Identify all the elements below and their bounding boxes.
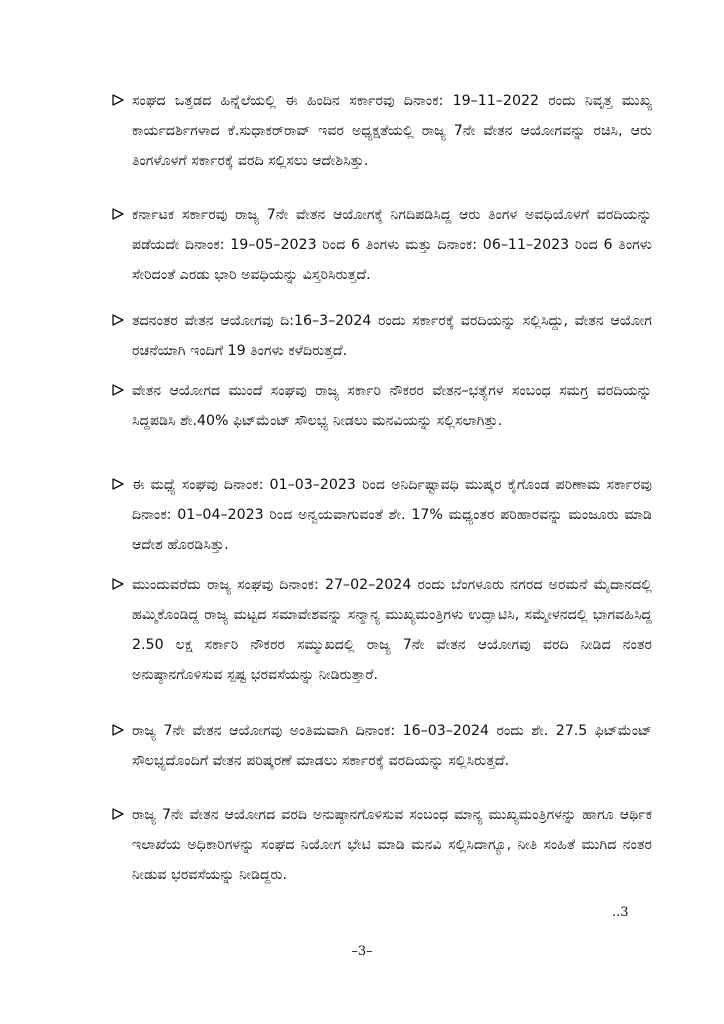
bullet-paragraph-2 [112, 200, 652, 290]
bullet-text: ತದನಂತರ ವೇತನ ಆಯೋಗವು ದಿ:16–3–2024 ರಂದು ಸರ್ಕಾರಕ್ಕೆ ವರದಿಯನ್ನು ಸಲ್ಲಿಸಿದ್ದು, ವೇತನ ಆಯೋಗ ರಚನೆಯಾಗಿ ಇಂದಿಗೆ 19 ತಿಂಗಳು ಕಳೆದಿರುತ್ತದೆ. [132, 313, 652, 359]
bullet-text: ವೇತನ ಆಯೋಗದ ಮುಂದೆ ಸಂಘವು ರಾಜ್ಯ ಸರ್ಕಾರಿ ನೌಕರರ ವೇತನ–ಭತ್ಯೆಗಳ ಸಂಬಂಧ ಸಮಗ್ರ ವರದಿಯನ್ನು ಸಿದ್ದಪಡಿಸಿ ಶೇ.40% ಫಿಟ್‌ಮೆಂಟ್ ಸೌಲಭ್ಯ ನೀಡಲು ಮನವಿಯನ್ನು ಸಲ್ಲಿಸಲಾಗಿತ್ತು. [132, 383, 652, 429]
bullet-paragraph-7 [112, 716, 652, 776]
arrowhead-icon [112, 376, 128, 406]
bullet-text: ಮುಂದುವರೆದು ರಾಜ್ಯ ಸಂಘವು ದಿನಾಂಕ: 27–02–2024 ರಂದು ಬೆಂಗಳೂರು ನಗರದ ಅರಮನೆ ಮೈದಾನದಲ್ಲಿ ಹಮ್ಮಿಕೊಂಡಿದ್ದ ರಾಜ್ಯ ಮಟ್ಟದ ಸಮಾವೇಶವನ್ನು ಸನ್ಮಾನ್ಯ ಮುಖ್ಯಮಂತ್ರಿಗಳು ಉದ್ಘಾಟಿಸಿ, ಸಮ್ಮೇಳನದಲ್ಲಿ ಭಾಗವಹಿಸಿದ್ದ 2.50 ಲಕ್ಷ ಸರ್ಕಾರಿ ನೌಕರರ ಸಮ್ಮುಖದಲ್ಲಿ ರಾಜ್ಯ 7ನೇ ವೇತನ ಆಯೋಗವು ವರದಿ ನೀಡಿದ ನಂತರ ಅನುಷ್ಠಾನಗೊಳಿಸುವ ಸ್ಪಷ್ಟ ಭರವಸೆಯನ್ನು ನೀಡಿರುತ್ತಾರೆ. [132, 577, 652, 683]
bullet-paragraph-6 [112, 570, 652, 690]
bullet-paragraph-3 [112, 306, 652, 366]
bullet-text: ರಾಜ್ಯ 7ನೇ ವೇತನ ಆಯೋಗವು ಅಂತಿಮವಾಗಿ ದಿನಾಂಕ: 16–03–2024 ರಂದು ಶೇ. 27.5 ಫಿಟ್‌ಮೆಂಟ್ ಸೌಲಭ್ಯದೊಂದಿಗೆ ವೇತನ ಪರಿಷ್ಕರಣೆ ಮಾಡಲು ಸರ್ಕಾರಕ್ಕೆ ವರದಿಯನ್ನು ಸಲ್ಲಿಸಿರುತ್ತದೆ. [132, 723, 652, 769]
page-number: –3– [351, 944, 373, 959]
arrowhead-icon [112, 470, 128, 500]
bullet-text: ರಾಜ್ಯ 7ನೇ ವೇತನ ಆಯೋಗದ ವರದಿ ಅನುಷ್ಠಾನಗೊಳಿಸುವ ಸಂಬಂಧ ಮಾನ್ಯ ಮುಖ್ಯಮಂತ್ರಿಗಳನ್ನು ಹಾಗೂ ಆರ್ಥಿಕ ಇಲಾಖೆಯ ಅಧಿಕಾರಿಗಳನ್ನು ಸಂಘದ ನಿಯೋಗ ಭೇಟಿ ಮಾಡಿ ಮನವಿ ಸಲ್ಲಿಸಿದಾಗ್ಯೂ, ನೀತಿ ಸಂಹಿತೆ ಮುಗಿದ ನಂತರ ನೀಡುವ ಭರವಸೆಯನ್ನು ನೀಡಿದ್ದರು. [132, 807, 652, 883]
bullet-text: ಕರ್ನಾಟಕ ಸರ್ಕಾರವು ರಾಜ್ಯ 7ನೇ ವೇತನ ಆಯೋಗಕ್ಕೆ ನಿಗದಿಪಡಿಸಿದ್ದ ಆರು ತಿಂಗಳ ಅವಧಿಯೊಳಗೆ ವರದಿಯನ್ನು ಪಡೆಯದೇ ದಿನಾಂಕ: 19–05–2023 ರಿಂದ 6 ತಿಂಗಳು ಮತ್ತು ದಿನಾಂಕ: 06–11–2023 ರಿಂದ 6 ತಿಂಗಳು ಸೇರಿದಂತೆ ಎರಡು ಭಾರಿ ಅವಧಿಯನ್ನು ವಿಸ್ತರಿಸಿರುತ್ತದೆ. [132, 207, 652, 283]
arrowhead-icon [112, 306, 128, 336]
bullet-paragraph-4 [112, 376, 652, 436]
continuation-mark: ..3 [612, 905, 629, 920]
arrowhead-icon [112, 200, 128, 230]
arrowhead-icon [112, 800, 128, 830]
bullet-paragraph-8 [112, 800, 652, 890]
arrowhead-icon [112, 716, 128, 746]
bullet-paragraph-5 [112, 470, 652, 560]
bullet-paragraph-1 [112, 86, 652, 176]
arrowhead-icon [112, 86, 128, 116]
arrowhead-icon [112, 570, 128, 600]
bullet-text: ಈ ಮಧ್ಯೆ ಸಂಘವು ದಿನಾಂಕ: 01–03–2023 ರಿಂದ ಅನಿರ್ದಿಷ್ಟಾವಧಿ ಮುಷ್ಕರ ಕೈಗೊಂಡ ಪರಿಣಾಮ ಸರ್ಕಾರವು ದಿನಾಂಕ: 01–04–2023 ರಿಂದ ಅನ್ವಯವಾಗುವಂತೆ ಶೇ. 17% ಮಧ್ಯಂತರ ಪರಿಹಾರವನ್ನು ಮಂಜೂರು ಮಾಡಿ ಆದೇಶ ಹೊರಡಿಸಿತ್ತು. [132, 477, 652, 553]
bullet-text: ಸಂಘದ ಒತ್ತಡದ ಹಿನ್ನೆಲೆಯಲ್ಲಿ ಈ ಹಿಂದಿನ ಸರ್ಕಾರವು ದಿನಾಂಕ: 19–11–2022 ರಂದು ನಿವೃತ್ತ ಮುಖ್ಯ ಕಾರ್ಯದರ್ಶಿಗಳಾದ ಕೆ.ಸುಧಾಕರ್‌ರಾವ್ ಇವರ ಅಧ್ಯಕ್ಷತೆಯಲ್ಲಿ ರಾಜ್ಯ 7ನೇ ವೇತನ ಆಯೋಗವನ್ನು ರಚಿಸಿ, ಆರು ತಿಂಗಳೊಳಗೆ ಸರ್ಕಾರಕ್ಕೆ ವರದಿ ಸಲ್ಲಿಸಲು ಆದೇಶಿಸಿತ್ತು. [132, 93, 652, 169]
